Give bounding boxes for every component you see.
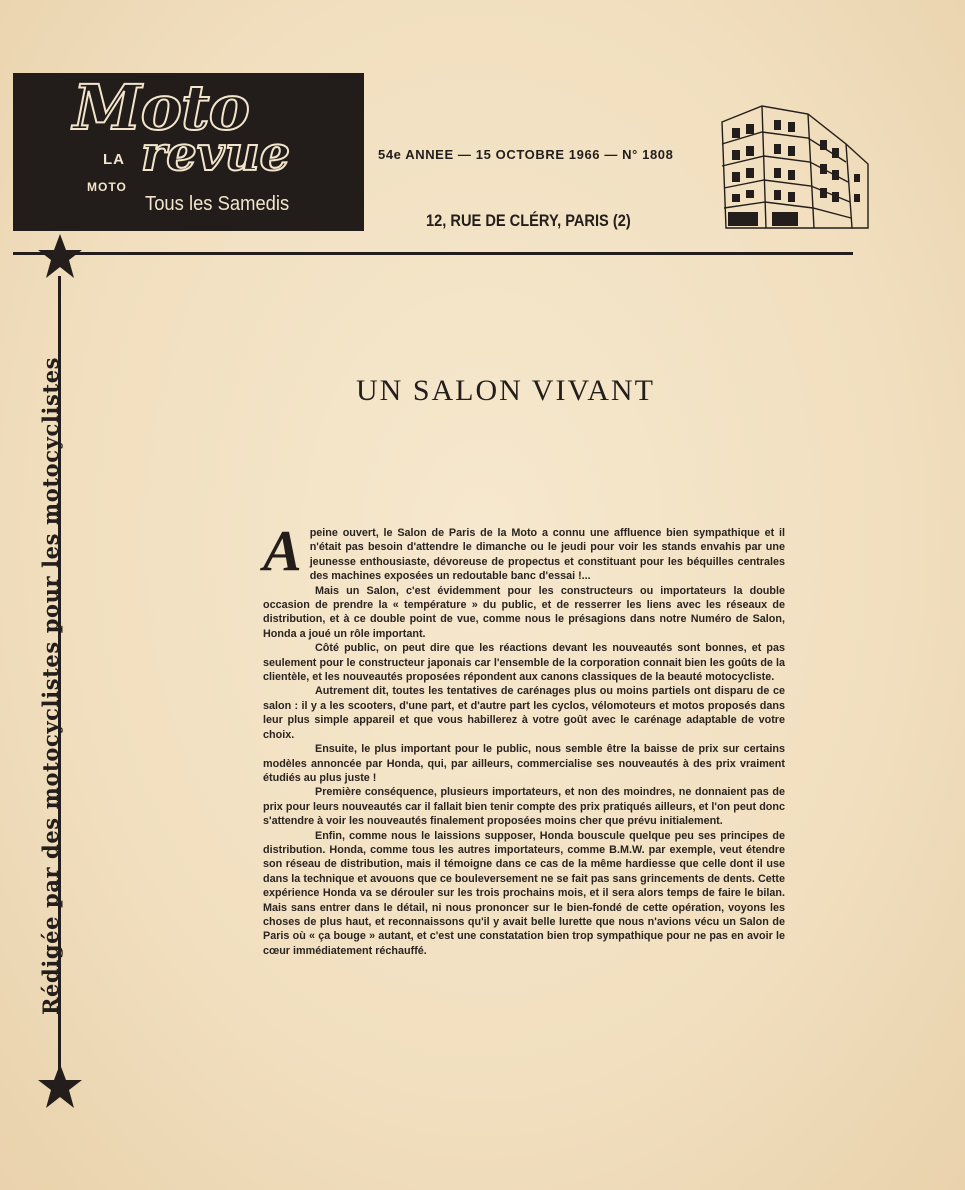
logo-revue: revue: [141, 126, 291, 182]
star-ornament-icon: [36, 232, 84, 280]
dropcap: A: [263, 518, 302, 583]
issue-line: 54e ANNEE — 15 OCTOBRE 1966 — N° 1808: [378, 147, 674, 162]
article-body: [263, 518, 785, 958]
article-paragraph: Première conséquence, plusieurs importateurs, et non des moindres, ne donnaient pas de prix pour leurs nouveautés car il fallait bien tenir compte des prix pratiqués ailleurs, et l'on peut donc s'attendre à voir les nouveautés finalement proposées moins cher que prévu initialement.: [263, 786, 785, 828]
header-rule: [13, 252, 853, 255]
logo-moto: Moto: [73, 71, 249, 144]
article-title: UN SALON VIVANT: [356, 374, 655, 407]
logo-moto-small: MOTO: [87, 180, 127, 194]
masthead-tagline: Tous les Samedis: [145, 193, 290, 215]
article-paragraph: Mais un Salon, c'est évidemment pour les constructeurs ou importateurs la double occasion de prendre la « température » du public, et de resserrer les liens avec les réseaux de distribution, et à ce double point de vue, comme nous le présagions dans notre Numéro de Salon, Honda a joué un rôle important.: [263, 584, 785, 640]
sidebar-vertical-text: Rédigée par des motocyclistes pour les motocyclistes: [38, 356, 63, 1015]
article-paragraph: Enfin, comme nous le laissions supposer, Honda bouscule quelque peu ses principes de distribution. Honda, comme tous les autres importateurs, comme B.M.W. par exemple, veut étendre son réseau de distribution, mais il témoigne dans ce cas de la même hardiesse que celle dont il use dans la technique et avouons que ce bouleversement ne se fait pas sans grincements de dents. Cette expérience Honda va se dérouler sur les trois prochains mois, et il sera alors temps de faire le bilan. Mais sans entrer dans le détail, ni nous prononcer sur le bien-fondé de cette opération, voyons les choses de plus haut, et reconnaissons qu'il y avait belle lurette que nous n'avions vécu un Salon de Paris où « ça bouge » autant, et c'est une constatation bien trop sympathique pour ne pas en avoir le cœur immédiatement réchauffé.: [263, 829, 785, 957]
article-paragraph: Apeine ouvert, le Salon de Paris de la Moto a connu une affluence bien sympathique et il n'était pas besoin d'attendre le dimanche ou le jeudi pour voir les stands envahis par une jeunesse enthousiaste, dévoreuse de propectus et constituant pour les béquilles centrales des machines exposées un redoutable banc d'essai !...: [263, 518, 785, 583]
masthead-logo-block: [13, 73, 364, 231]
address-line: 12, RUE DE CLÉRY, PARIS (2): [426, 211, 631, 230]
building-illustration-icon: [718, 104, 870, 232]
article-paragraph: Ensuite, le plus important pour le public, nous semble être la baisse de prix sur certains modèles annoncée par Honda, qui, par ailleurs, commercialise ses nouveautés à des prix vraiment étudiés au plus juste !: [263, 743, 785, 784]
star-ornament-icon: [36, 1062, 84, 1110]
article-paragraph: Côté public, on peut dire que les réactions devant les nouveautés sont bonnes, et pas seulement pour le constructeur japonais car l'ensemble de la corporation connait bien les goûts de la clientèle, et les nouveautés proposées répondent aux canons classiques de la beauté motocycliste.: [263, 642, 785, 684]
logo-la: LA: [103, 151, 125, 168]
article-paragraph: Autrement dit, toutes les tentatives de carénages plus ou moins partiels ont disparu de ce salon : il y a les scooters, d'une part, et d'autre part les cyclos, vélomoteurs et motos proposés dans leur plus simple appareil et que vous habillerez à votre goût avec le carénage adaptable de votre choix.: [263, 685, 785, 741]
